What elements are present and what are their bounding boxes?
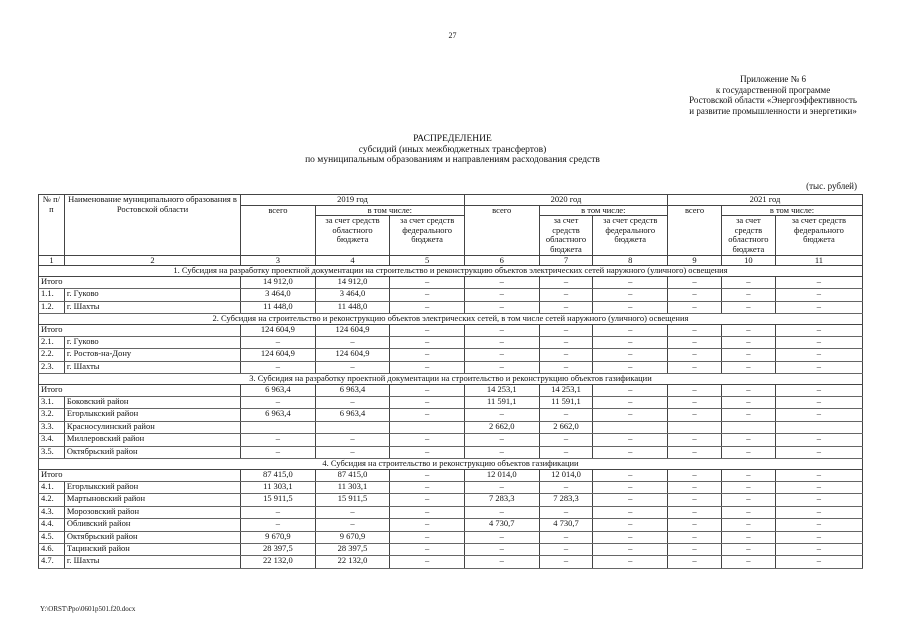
value-cell: – xyxy=(593,434,668,446)
value-cell: – xyxy=(539,336,593,348)
header-incl: в том числе: xyxy=(315,205,464,216)
header-incl: в том числе: xyxy=(539,205,668,216)
value-cell: 87 415,0 xyxy=(315,469,390,481)
municipality-name: Мартыновский район xyxy=(64,494,240,506)
table-row xyxy=(39,421,863,433)
value-cell: – xyxy=(721,446,775,458)
value-cell: – xyxy=(668,494,722,506)
value-cell: – xyxy=(464,482,539,494)
col-number: 9 xyxy=(668,255,722,266)
header-federal: за счет средств федерального бюджета xyxy=(390,216,465,255)
appendix-line: Приложение № 6 xyxy=(740,74,806,84)
value-cell: – xyxy=(775,349,862,361)
value-cell: 3 464,0 xyxy=(241,289,316,301)
value-cell: – xyxy=(721,482,775,494)
municipality-name: Обливский район xyxy=(64,519,240,531)
total-row xyxy=(39,276,863,288)
value-cell: – xyxy=(775,324,862,336)
value-cell: 11 448,0 xyxy=(241,301,316,313)
value-cell: – xyxy=(593,384,668,396)
value-cell: 6 963,4 xyxy=(315,384,390,396)
value-cell: – xyxy=(721,506,775,518)
row-number: 4.1. xyxy=(39,482,65,494)
value-cell: 7 283,3 xyxy=(539,494,593,506)
value-cell: – xyxy=(315,446,390,458)
section-header-row xyxy=(39,266,863,277)
row-number: 2.2. xyxy=(39,349,65,361)
row-number: 4.7. xyxy=(39,556,65,568)
col-number: 5 xyxy=(390,255,465,266)
value-cell: 3 464,0 xyxy=(315,289,390,301)
table-row xyxy=(39,519,863,531)
value-cell: – xyxy=(668,446,722,458)
value-cell: – xyxy=(315,336,390,348)
municipality-name: Боковский район xyxy=(64,397,240,409)
value-cell: – xyxy=(464,349,539,361)
row-number: 2.3. xyxy=(39,361,65,373)
value-cell: – xyxy=(775,556,862,568)
value-cell: – xyxy=(775,446,862,458)
row-number: 1.1. xyxy=(39,289,65,301)
value-cell: – xyxy=(390,506,465,518)
total-label: Итого xyxy=(39,384,241,396)
value-cell: – xyxy=(241,361,316,373)
value-cell: – xyxy=(539,531,593,543)
row-number: 2.1. xyxy=(39,336,65,348)
header-regional: за счет средств областного бюджета xyxy=(315,216,390,255)
value-cell: – xyxy=(315,434,390,446)
appendix-line: Ростовской области «Энергоэффективность xyxy=(689,95,857,105)
value-cell: – xyxy=(593,324,668,336)
total-row xyxy=(39,384,863,396)
value-cell: – xyxy=(668,301,722,313)
value-cell: – xyxy=(390,531,465,543)
value-cell: – xyxy=(775,397,862,409)
municipality-name: г. Гуково xyxy=(64,289,240,301)
value-cell: – xyxy=(464,276,539,288)
header-regional: за счет средств областного бюджета xyxy=(721,216,775,255)
value-cell: – xyxy=(539,289,593,301)
value-cell: 2 662,0 xyxy=(464,421,539,433)
value-cell: – xyxy=(539,506,593,518)
value-cell: – xyxy=(390,397,465,409)
value-cell: 124 604,9 xyxy=(315,324,390,336)
value-cell: – xyxy=(464,531,539,543)
value-cell: – xyxy=(390,409,465,421)
table-row xyxy=(39,349,863,361)
value-cell: – xyxy=(775,301,862,313)
table-row xyxy=(39,397,863,409)
value-cell: – xyxy=(593,506,668,518)
value-cell: – xyxy=(593,409,668,421)
value-cell: – xyxy=(721,543,775,555)
value-cell: – xyxy=(668,556,722,568)
value-cell: 6 963,4 xyxy=(241,384,316,396)
value-cell: – xyxy=(721,324,775,336)
value-cell: 124 604,9 xyxy=(241,349,316,361)
value-cell: – xyxy=(390,494,465,506)
header-federal: за счет средств федерального бюджета xyxy=(775,216,862,255)
value-cell: – xyxy=(464,336,539,348)
table-row xyxy=(39,556,863,568)
value-cell: – xyxy=(390,519,465,531)
value-cell: – xyxy=(390,289,465,301)
total-label: Итого xyxy=(39,324,241,336)
value-cell: – xyxy=(775,384,862,396)
value-cell: – xyxy=(668,361,722,373)
row-number: 3.3. xyxy=(39,421,65,433)
col-number: 4 xyxy=(315,255,390,266)
col-number: 8 xyxy=(593,255,668,266)
appendix-line: к государственной программе xyxy=(715,84,831,95)
col-number: 2 xyxy=(64,255,240,266)
value-cell: 11 591,1 xyxy=(539,397,593,409)
col-number: 3 xyxy=(241,255,316,266)
value-cell: – xyxy=(390,336,465,348)
value-cell: – xyxy=(775,519,862,531)
table-row xyxy=(39,494,863,506)
value-cell: 11 303,1 xyxy=(241,482,316,494)
value-cell: 6 963,4 xyxy=(315,409,390,421)
header-year-2021: 2021 год xyxy=(668,195,863,206)
municipality-name: г. Гуково xyxy=(64,336,240,348)
value-cell: – xyxy=(390,276,465,288)
table-row xyxy=(39,409,863,421)
value-cell: – xyxy=(464,556,539,568)
value-cell: – xyxy=(721,361,775,373)
value-cell xyxy=(775,421,862,433)
value-cell: – xyxy=(390,482,465,494)
value-cell: 2 662,0 xyxy=(539,421,593,433)
value-cell: 14 253,1 xyxy=(464,384,539,396)
value-cell: 15 911,5 xyxy=(241,494,316,506)
municipality-name: Октябрьский район xyxy=(64,531,240,543)
appendix-note xyxy=(689,74,857,116)
value-cell: – xyxy=(668,397,722,409)
value-cell: – xyxy=(593,397,668,409)
value-cell: 22 132,0 xyxy=(315,556,390,568)
value-cell xyxy=(721,421,775,433)
total-row xyxy=(39,469,863,481)
title-line: по муниципальным образованиям и направлениям расходования средств xyxy=(305,155,600,165)
title-line: субсидий (иных межбюджетных трансфертов) xyxy=(358,144,547,155)
value-cell: – xyxy=(390,543,465,555)
value-cell: – xyxy=(390,324,465,336)
value-cell: 12 014,0 xyxy=(539,469,593,481)
value-cell: – xyxy=(593,336,668,348)
municipality-name: Красносулинский район xyxy=(64,421,240,433)
value-cell: – xyxy=(775,469,862,481)
value-cell: – xyxy=(721,276,775,288)
value-cell: 4 730,7 xyxy=(539,519,593,531)
value-cell: – xyxy=(721,556,775,568)
value-cell: – xyxy=(668,469,722,481)
value-cell: – xyxy=(668,384,722,396)
value-cell: – xyxy=(775,276,862,288)
value-cell: 15 911,5 xyxy=(315,494,390,506)
row-number: 4.3. xyxy=(39,506,65,518)
municipality-name: г. Шахты xyxy=(64,361,240,373)
value-cell: – xyxy=(464,301,539,313)
value-cell: 7 283,3 xyxy=(464,494,539,506)
header-total: всего xyxy=(668,205,722,255)
col-number: 7 xyxy=(539,255,593,266)
file-path-footer: Y:\ORST\Ppo\0601p501.f20.docx xyxy=(40,605,136,613)
header-no: № п/п xyxy=(39,195,65,256)
value-cell: – xyxy=(593,289,668,301)
section-header-row xyxy=(39,313,863,324)
value-cell: – xyxy=(721,397,775,409)
value-cell: 28 397,5 xyxy=(315,543,390,555)
units-label: (тыс. рублей) xyxy=(806,181,857,191)
table-row xyxy=(39,301,863,313)
section-header-row xyxy=(39,459,863,470)
municipality-name: г. Ростов-на-Дону xyxy=(64,349,240,361)
value-cell: – xyxy=(315,397,390,409)
value-cell: – xyxy=(721,469,775,481)
value-cell: – xyxy=(721,409,775,421)
total-label: Итого xyxy=(39,276,241,288)
header-total: всего xyxy=(464,205,539,255)
municipality-name: г. Шахты xyxy=(64,301,240,313)
row-number: 4.4. xyxy=(39,519,65,531)
value-cell: – xyxy=(721,531,775,543)
value-cell: – xyxy=(390,361,465,373)
row-number: 1.2. xyxy=(39,301,65,313)
value-cell: 11 303,1 xyxy=(315,482,390,494)
section-title: 3. Субсидия на разработку проектной документации на строительство и реконструкцию объектов газификации xyxy=(39,374,863,385)
value-cell: – xyxy=(390,301,465,313)
value-cell: – xyxy=(775,409,862,421)
value-cell: – xyxy=(390,446,465,458)
document-title xyxy=(0,134,905,166)
value-cell: – xyxy=(464,506,539,518)
value-cell: – xyxy=(241,519,316,531)
value-cell: – xyxy=(721,519,775,531)
value-cell: – xyxy=(539,543,593,555)
value-cell: – xyxy=(539,482,593,494)
value-cell: – xyxy=(593,482,668,494)
value-cell xyxy=(315,421,390,433)
value-cell: – xyxy=(721,434,775,446)
value-cell: – xyxy=(775,482,862,494)
value-cell: – xyxy=(668,434,722,446)
value-cell: – xyxy=(593,349,668,361)
value-cell: – xyxy=(593,469,668,481)
value-cell: – xyxy=(593,276,668,288)
value-cell: 9 670,9 xyxy=(315,531,390,543)
value-cell: – xyxy=(241,336,316,348)
table-row xyxy=(39,289,863,301)
table-row xyxy=(39,336,863,348)
page-number: 27 xyxy=(448,31,457,40)
section-title: 4. Субсидия на строительство и реконструкцию объектов газификации xyxy=(39,459,863,470)
value-cell: – xyxy=(668,324,722,336)
value-cell: – xyxy=(593,361,668,373)
row-number: 4.5. xyxy=(39,531,65,543)
value-cell: – xyxy=(668,409,722,421)
appendix-line: и развитие промышленности и энергетики» xyxy=(689,105,857,116)
value-cell: – xyxy=(390,556,465,568)
value-cell: – xyxy=(464,361,539,373)
table-row xyxy=(39,361,863,373)
value-cell: – xyxy=(668,543,722,555)
value-cell: – xyxy=(464,446,539,458)
value-cell: – xyxy=(593,446,668,458)
municipality-name: Октябрьский район xyxy=(64,446,240,458)
value-cell: – xyxy=(464,289,539,301)
value-cell: – xyxy=(668,349,722,361)
value-cell: – xyxy=(721,349,775,361)
total-row xyxy=(39,324,863,336)
value-cell: – xyxy=(241,397,316,409)
value-cell: – xyxy=(721,301,775,313)
value-cell xyxy=(241,421,316,433)
value-cell: – xyxy=(775,336,862,348)
value-cell: – xyxy=(721,336,775,348)
municipality-name: Миллеровский район xyxy=(64,434,240,446)
municipality-name: Тацинский район xyxy=(64,543,240,555)
table-row xyxy=(39,482,863,494)
header-federal: за счет средств федерального бюджета xyxy=(593,216,668,255)
section-header-row xyxy=(39,374,863,385)
value-cell: – xyxy=(390,469,465,481)
value-cell: – xyxy=(593,556,668,568)
value-cell: 14 912,0 xyxy=(241,276,316,288)
value-cell: 14 253,1 xyxy=(539,384,593,396)
municipality-name: Егорлыкский район xyxy=(64,482,240,494)
value-cell: – xyxy=(315,519,390,531)
value-cell: – xyxy=(539,324,593,336)
value-cell: – xyxy=(241,434,316,446)
value-cell: – xyxy=(539,276,593,288)
municipality-name: г. Шахты xyxy=(64,556,240,568)
value-cell: 124 604,9 xyxy=(315,349,390,361)
row-number: 3.2. xyxy=(39,409,65,421)
value-cell: – xyxy=(539,361,593,373)
value-cell: – xyxy=(539,446,593,458)
value-cell: – xyxy=(775,531,862,543)
section-title: 1. Субсидия на разработку проектной документации на строительство и реконструкцию объектов электрических сетей наружного (уличного) освещения xyxy=(39,266,863,277)
value-cell: – xyxy=(593,531,668,543)
value-cell: 12 014,0 xyxy=(464,469,539,481)
value-cell: 14 912,0 xyxy=(315,276,390,288)
value-cell: – xyxy=(539,301,593,313)
row-number: 4.6. xyxy=(39,543,65,555)
value-cell: – xyxy=(390,384,465,396)
col-number: 6 xyxy=(464,255,539,266)
total-label: Итого xyxy=(39,469,241,481)
value-cell: 11 591,1 xyxy=(464,397,539,409)
value-cell: – xyxy=(668,519,722,531)
value-cell: – xyxy=(593,301,668,313)
header-incl: в том числе: xyxy=(721,205,862,216)
value-cell: – xyxy=(668,482,722,494)
value-cell: – xyxy=(241,506,316,518)
value-cell: – xyxy=(721,289,775,301)
value-cell: 4 730,7 xyxy=(464,519,539,531)
value-cell: – xyxy=(241,446,316,458)
value-cell: – xyxy=(464,324,539,336)
value-cell: – xyxy=(775,289,862,301)
value-cell: – xyxy=(668,276,722,288)
col-number: 10 xyxy=(721,255,775,266)
value-cell: 9 670,9 xyxy=(241,531,316,543)
table-row xyxy=(39,506,863,518)
row-number: 4.2. xyxy=(39,494,65,506)
col-number: 11 xyxy=(775,255,862,266)
municipality-name: Егорлыкский район xyxy=(64,409,240,421)
value-cell: – xyxy=(668,289,722,301)
value-cell: – xyxy=(775,361,862,373)
value-cell: – xyxy=(775,434,862,446)
value-cell: – xyxy=(775,506,862,518)
value-cell xyxy=(668,421,722,433)
value-cell: 87 415,0 xyxy=(241,469,316,481)
table-row xyxy=(39,434,863,446)
value-cell: – xyxy=(593,494,668,506)
value-cell: – xyxy=(464,543,539,555)
value-cell: – xyxy=(668,531,722,543)
value-cell: – xyxy=(390,434,465,446)
table-row xyxy=(39,543,863,555)
header-name: Наименование муниципального образования в Ростовской области xyxy=(64,195,240,256)
value-cell: – xyxy=(464,434,539,446)
row-number: 3.5. xyxy=(39,446,65,458)
value-cell: – xyxy=(539,349,593,361)
value-cell: – xyxy=(593,519,668,531)
value-cell: – xyxy=(539,556,593,568)
value-cell: – xyxy=(775,543,862,555)
row-number: 3.1. xyxy=(39,397,65,409)
header-year-2019: 2019 год xyxy=(241,195,465,206)
municipality-name: Морозовский район xyxy=(64,506,240,518)
table-row xyxy=(39,531,863,543)
col-number: 1 xyxy=(39,255,65,266)
value-cell: 28 397,5 xyxy=(241,543,316,555)
value-cell: – xyxy=(315,361,390,373)
value-cell: 6 963,4 xyxy=(241,409,316,421)
value-cell: – xyxy=(668,336,722,348)
header-regional: за счет средств областного бюджета xyxy=(539,216,593,255)
value-cell xyxy=(390,421,465,433)
value-cell: 124 604,9 xyxy=(241,324,316,336)
distribution-table xyxy=(38,194,863,569)
value-cell: 22 132,0 xyxy=(241,556,316,568)
value-cell: – xyxy=(593,543,668,555)
value-cell: – xyxy=(390,349,465,361)
value-cell: 11 448,0 xyxy=(315,301,390,313)
value-cell: – xyxy=(464,409,539,421)
title-line: РАСПРЕДЕЛЕНИЕ xyxy=(413,134,492,144)
value-cell xyxy=(593,421,668,433)
value-cell: – xyxy=(539,434,593,446)
header-year-2020: 2020 год xyxy=(464,195,667,206)
value-cell: – xyxy=(668,506,722,518)
header-total: всего xyxy=(241,205,316,255)
table-row xyxy=(39,446,863,458)
value-cell: – xyxy=(315,506,390,518)
value-cell: – xyxy=(721,494,775,506)
row-number: 3.4. xyxy=(39,434,65,446)
value-cell: – xyxy=(539,409,593,421)
value-cell: – xyxy=(721,384,775,396)
value-cell: – xyxy=(775,494,862,506)
section-title: 2. Субсидия на строительство и реконструкцию объектов электрических сетей, в том числе сетей наружного (уличного) освещения xyxy=(39,313,863,324)
